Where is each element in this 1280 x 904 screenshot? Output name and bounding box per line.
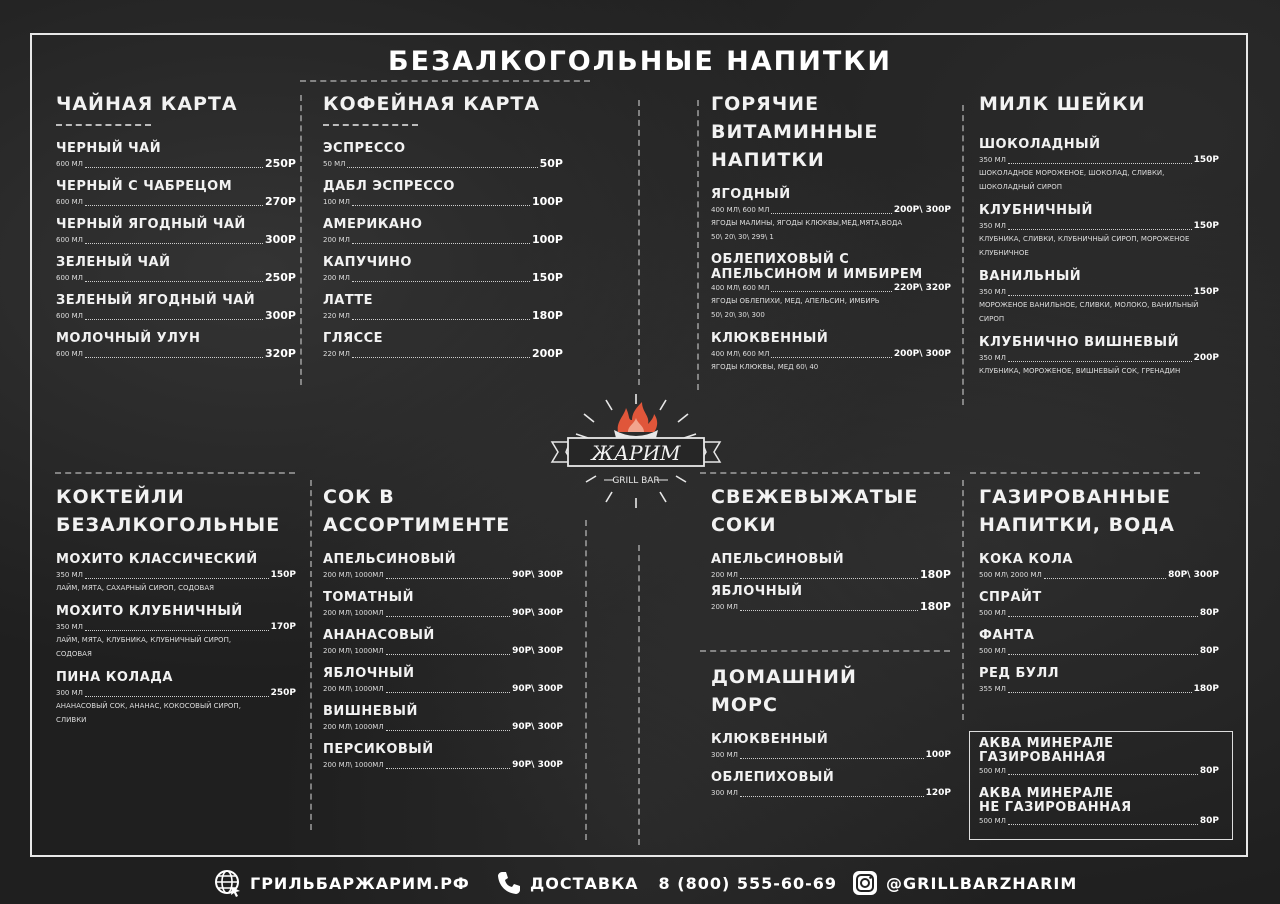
item-name: ОБЛЕПИХОВЫЙ С АПЕЛЬСИНОМ И ИМБИРЕМ: [711, 252, 923, 282]
section-title: КОКТЕЙЛИ БЕЗАЛКОГОЛЬНЫЕ: [56, 486, 281, 536]
item-price: 200Р: [531, 347, 563, 360]
item-price: 150Р: [1193, 221, 1219, 231]
item-volume: 200 МЛ: [711, 603, 738, 611]
menu-item: [323, 589, 563, 619]
menu-item: [711, 583, 951, 613]
item-volume: 600 МЛ: [56, 312, 83, 320]
item-volume: 350 МЛ: [56, 623, 83, 631]
item-price: 180Р: [919, 568, 951, 581]
divider-vertical: [697, 100, 699, 390]
item-name: КЛЮКВЕННЫЙ: [711, 732, 829, 747]
item-volume: 100 МЛ: [323, 198, 350, 206]
item-name: АМЕРИКАНО: [323, 217, 423, 232]
menu-item: [979, 589, 1219, 619]
section-title: СВЕЖЕВЫЖАТЫЕ СОКИ: [711, 486, 919, 536]
item-price: 100Р: [531, 233, 563, 246]
item-name: ЯГОДНЫЙ: [711, 187, 791, 202]
menu-item: [711, 551, 951, 581]
menu-item: [979, 136, 1219, 194]
item-price: 120Р: [925, 788, 951, 798]
item-name: КЛУБНИЧНЫЙ: [979, 203, 1093, 218]
menu-item: [56, 292, 296, 322]
section-title: ГАЗИРОВАННЫЕ НАПИТКИ, ВОДА: [979, 486, 1175, 536]
menu-item: [323, 254, 563, 284]
instagram-link[interactable]: [852, 866, 1077, 900]
logo: [546, 390, 726, 520]
item-name: ОБЛЕПИХОВЫЙ: [711, 770, 835, 785]
menu-item: [711, 769, 951, 799]
item-volume: 300 МЛ: [711, 751, 738, 759]
instagram-handle: @GRILLBARZHARIM: [886, 873, 1078, 893]
tea-section: [56, 90, 296, 368]
item-volume: 200 МЛ\ 1000МЛ: [323, 609, 384, 617]
item-volume: 300 МЛ: [56, 689, 83, 697]
divider-vertical: [638, 100, 640, 385]
menu-item: [56, 330, 296, 360]
phone-number: 8 (800) 555-60-69: [658, 873, 838, 893]
delivery-label: ДОСТАВКА: [530, 873, 639, 893]
item-description: ЯГОДЫ КЛЮКВЫ, МЕД 60\ 40: [711, 363, 819, 371]
item-price: 90Р\ 300Р: [512, 608, 563, 618]
item-price: 250Р: [264, 271, 296, 284]
item-name: РЕД БУЛЛ: [979, 666, 1060, 681]
logo-subtitle: GRILL BAR: [612, 476, 660, 486]
item-price: 80Р: [1199, 766, 1219, 776]
menu-item: [323, 551, 563, 581]
item-volume: 400 МЛ\ 600 МЛ: [711, 350, 770, 358]
divider-vertical: [962, 480, 964, 720]
item-volume: 220 МЛ: [323, 312, 350, 320]
item-price: 320Р: [264, 347, 296, 360]
item-price: 220Р\ 320Р: [893, 283, 951, 293]
item-price: 250Р: [270, 688, 296, 698]
item-volume: 350 МЛ: [979, 288, 1006, 296]
section-title: СОК В АССОРТИМЕНТЕ: [323, 486, 511, 536]
coffee-section: [323, 90, 563, 368]
item-name: ЧЕРНЫЙ ЧАЙ: [56, 141, 162, 156]
divider-vertical: [585, 520, 587, 840]
item-volume: 600 МЛ: [56, 198, 83, 206]
item-price: 150Р: [531, 271, 563, 284]
menu-item: [323, 330, 563, 360]
menu-item: [56, 603, 296, 661]
item-volume: 350 МЛ: [979, 222, 1006, 230]
menu-item: [56, 216, 296, 246]
item-name: ПЕРСИКОВЫЙ: [323, 742, 434, 757]
item-price: 100Р: [531, 195, 563, 208]
menu-item: [56, 669, 296, 727]
menu-item: [323, 627, 563, 657]
item-description: 50\ 20\ 30\ 299\ 1: [711, 233, 774, 241]
item-price: 80Р: [1199, 816, 1219, 826]
item-price: 250Р: [264, 157, 296, 170]
item-volume: 500 МЛ\ 2000 МЛ: [979, 571, 1042, 579]
menu-item: [711, 731, 951, 761]
item-name: АКВА МИНЕРАЛЕ НЕ ГАЗИРОВАННАЯ: [979, 786, 1132, 815]
section-title: ГОРЯЧИЕ ВИТАМИННЫЕ НАПИТКИ: [711, 93, 879, 171]
item-price: 170Р: [270, 622, 296, 632]
menu-item: [56, 178, 296, 208]
cocktails-section: [56, 483, 296, 735]
item-name: КЛЮКВЕННЫЙ: [711, 331, 829, 346]
item-volume: 600 МЛ: [56, 274, 83, 282]
item-price: 80Р\ 300Р: [1168, 570, 1219, 580]
item-description: КЛУБНИКА, МОРОЖЕНОЕ, ВИШНЕВЫЙ СОК, ГРЕНАДИН: [979, 367, 1181, 375]
item-volume: 500 МЛ: [979, 647, 1006, 655]
section-title: КОФЕЙНАЯ КАРТА: [323, 90, 563, 128]
item-name: ЧЕРНЫЙ ЯГОДНЫЙ ЧАЙ: [56, 217, 246, 232]
menu-item: [56, 551, 296, 595]
menu-item: [979, 202, 1219, 260]
item-price: 90Р\ 300Р: [512, 760, 563, 770]
item-volume: 200 МЛ\ 1000МЛ: [323, 761, 384, 769]
item-volume: 600 МЛ: [56, 236, 83, 244]
item-volume: 50 МЛ: [323, 160, 346, 168]
item-description: ШОКОЛАДНОЕ МОРОЖЕНОЕ, ШОКОЛАД, СЛИВКИ, ШОКОЛАДНЫЙ СИРОП: [979, 169, 1165, 191]
item-name: ВИШНЕВЫЙ: [323, 704, 418, 719]
item-volume: 200 МЛ: [323, 236, 350, 244]
item-volume: 500 МЛ: [979, 767, 1006, 775]
item-name: ВАНИЛЬНЫЙ: [979, 269, 1082, 284]
item-price: 80Р: [1199, 608, 1219, 618]
item-name: КЛУБНИЧНО ВИШНЕВЫЙ: [979, 335, 1179, 350]
milkshakes-section: [979, 90, 1219, 386]
divider-horizontal: [300, 80, 590, 82]
divider-horizontal: [55, 472, 295, 474]
item-name: КОКА КОЛА: [979, 552, 1073, 567]
item-name: ФАНТА: [979, 628, 1035, 643]
section-title: ДОМАШНИЙ МОРС: [711, 666, 857, 716]
menu-item: [979, 268, 1219, 326]
item-volume: 200 МЛ\ 1000МЛ: [323, 685, 384, 693]
section-title: ЧАЙНАЯ КАРТА: [56, 90, 296, 128]
flame-icon: [618, 402, 657, 432]
item-volume: 600 МЛ: [56, 160, 83, 168]
item-name: КАПУЧИНО: [323, 255, 412, 270]
menu-item: [979, 627, 1219, 657]
item-volume: 400 МЛ\ 600 МЛ: [711, 206, 770, 214]
item-name: АПЕЛЬСИНОВЫЙ: [323, 552, 457, 567]
item-volume: 200 МЛ\ 1000МЛ: [323, 723, 384, 731]
item-name: МОХИТО КЛУБНИЧНЫЙ: [56, 604, 243, 619]
menu-item: [979, 334, 1219, 378]
item-volume: 300 МЛ: [711, 789, 738, 797]
divider-horizontal: [970, 472, 1200, 474]
item-name: ЭСПРЕССО: [323, 141, 406, 156]
item-price: 200Р\ 300Р: [893, 205, 951, 215]
website-text: ГРИЛЬБАРЖАРИМ.РФ: [250, 873, 470, 893]
menu-item: [323, 178, 563, 208]
item-price: 80Р: [1199, 646, 1219, 656]
instagram-icon: [852, 870, 878, 896]
menu-item: [711, 186, 951, 244]
item-name: ЗЕЛЕНЫЙ ЯГОДНЫЙ ЧАЙ: [56, 293, 256, 308]
divider-vertical: [638, 545, 640, 845]
divider-vertical: [310, 480, 312, 830]
vitamin-section: [711, 90, 951, 382]
item-name: ЗЕЛЕНЫЙ ЧАЙ: [56, 255, 171, 270]
item-price: 90Р\ 300Р: [512, 570, 563, 580]
globe-icon: [214, 869, 242, 897]
item-description: ЯГОДЫ МАЛИНЫ, ЯГОДЫ КЛЮКВЫ,МЕД,МЯТА,ВОДА: [711, 219, 903, 227]
item-name: ТОМАТНЫЙ: [323, 590, 415, 605]
item-name: ЛАТТЕ: [323, 293, 373, 308]
item-name: ПИНА КОЛАДА: [56, 670, 173, 685]
item-description: МОРОЖЕНОЕ ВАНИЛЬНОЕ, СЛИВКИ, МОЛОКО, ВАНИЛЬНЫЙ СИРОП: [979, 301, 1199, 323]
item-name: ГЛЯССЕ: [323, 331, 384, 346]
phone-icon: [496, 870, 522, 896]
water-section: [979, 737, 1219, 835]
item-price: 180Р: [531, 309, 563, 322]
delivery-phone[interactable]: [496, 866, 837, 900]
divider-horizontal: [700, 650, 950, 652]
item-name: ЯБЛОЧНЫЙ: [711, 584, 803, 599]
item-volume: 350 МЛ: [56, 571, 83, 579]
item-description: КЛУБНИКА, СЛИВКИ, КЛУБНИЧНЫЙ СИРОП, МОРОЖЕНОЕ КЛУБНИЧНОЕ: [979, 235, 1190, 257]
section-title: МИЛК ШЕЙКИ: [979, 93, 1146, 115]
item-volume: 200 МЛ\ 1000МЛ: [323, 647, 384, 655]
item-price: 90Р\ 300Р: [512, 646, 563, 656]
menu-item: [979, 665, 1219, 695]
logo-name: ЖАРИМ: [591, 441, 681, 465]
item-name: АПЕЛЬСИНОВЫЙ: [711, 552, 845, 567]
menu-item: [323, 665, 563, 695]
item-name: ЧЕРНЫЙ С ЧАБРЕЦОМ: [56, 179, 233, 194]
item-price: 100Р: [925, 750, 951, 760]
item-name: ШОКОЛАДНЫЙ: [979, 137, 1101, 152]
item-name: ДАБЛ ЭСПРЕССО: [323, 179, 455, 194]
item-price: 150Р: [1193, 155, 1219, 165]
item-volume: 500 МЛ: [979, 609, 1006, 617]
item-volume: 220 МЛ: [323, 350, 350, 358]
menu-item: [711, 252, 951, 322]
divider-vertical: [300, 95, 302, 385]
item-volume: 600 МЛ: [56, 350, 83, 358]
menu-item: [979, 551, 1219, 581]
menu-item: [56, 254, 296, 284]
item-price: 150Р: [270, 570, 296, 580]
menu-item: [323, 741, 563, 771]
soda-section: [979, 483, 1219, 703]
item-price: 90Р\ 300Р: [512, 684, 563, 694]
item-description: ЯГОДЫ ОБЛЕПИХИ, МЕД, АПЕЛЬСИН, ИМБИРЬ: [711, 297, 880, 305]
menu-item: [323, 703, 563, 733]
item-name: АКВА МИНЕРАЛЕ ГАЗИРОВАННАЯ: [979, 736, 1114, 765]
item-volume: 400 МЛ\ 600 МЛ: [711, 284, 770, 292]
item-volume: 350 МЛ: [979, 156, 1006, 164]
item-price: 90Р\ 300Р: [512, 722, 563, 732]
item-name: СПРАЙТ: [979, 590, 1042, 605]
page-title: БЕЗАЛКОГОЛЬНЫЕ НАПИТКИ: [388, 46, 892, 77]
item-volume: 200 МЛ: [711, 571, 738, 579]
item-price: 300Р: [264, 233, 296, 246]
item-name: ЯБЛОЧНЫЙ: [323, 666, 415, 681]
item-volume: 200 МЛ\ 1000МЛ: [323, 571, 384, 579]
item-volume: 350 МЛ: [979, 354, 1006, 362]
item-description: АНАНАСОВЫЙ СОК, АНАНАС, КОКОСОВЫЙ СИРОП, СЛИВКИ: [56, 702, 241, 724]
item-volume: 500 МЛ: [979, 817, 1006, 825]
item-price: 200Р: [1193, 353, 1219, 363]
item-price: 50Р: [539, 157, 563, 170]
menu-item: [323, 140, 563, 170]
item-description: ЛАЙМ, МЯТА, КЛУБНИКА, КЛУБНИЧНЫЙ СИРОП, СОДОВАЯ: [56, 636, 232, 658]
divider-horizontal: [700, 472, 950, 474]
divider-vertical: [962, 105, 964, 405]
mors-section: [711, 663, 951, 807]
item-description: 50\ 20\ 30\ 300: [711, 311, 765, 319]
menu-item: [56, 140, 296, 170]
item-name: МОЛОЧНЫЙ УЛУН: [56, 331, 201, 346]
item-volume: 200 МЛ: [323, 274, 350, 282]
item-description: ЛАЙМ, МЯТА, САХАРНЫЙ СИРОП, СОДОВАЯ: [56, 584, 214, 592]
menu-item: [323, 216, 563, 246]
item-price: 300Р: [264, 309, 296, 322]
item-name: АНАНАСОВЫЙ: [323, 628, 435, 643]
item-price: 150Р: [1193, 287, 1219, 297]
item-price: 180Р: [919, 600, 951, 613]
juice-section: [323, 483, 563, 779]
item-price: 180Р: [1193, 684, 1219, 694]
menu-item: [979, 787, 1219, 827]
item-volume: 355 МЛ: [979, 685, 1006, 693]
fresh-section: [711, 483, 951, 621]
menu-item: [979, 737, 1219, 777]
menu-item: [711, 330, 951, 374]
website-link[interactable]: [214, 866, 470, 900]
item-price: 200Р\ 300Р: [893, 349, 951, 359]
menu-item: [323, 292, 563, 322]
item-price: 270Р: [264, 195, 296, 208]
item-name: МОХИТО КЛАССИЧЕСКИЙ: [56, 552, 258, 567]
